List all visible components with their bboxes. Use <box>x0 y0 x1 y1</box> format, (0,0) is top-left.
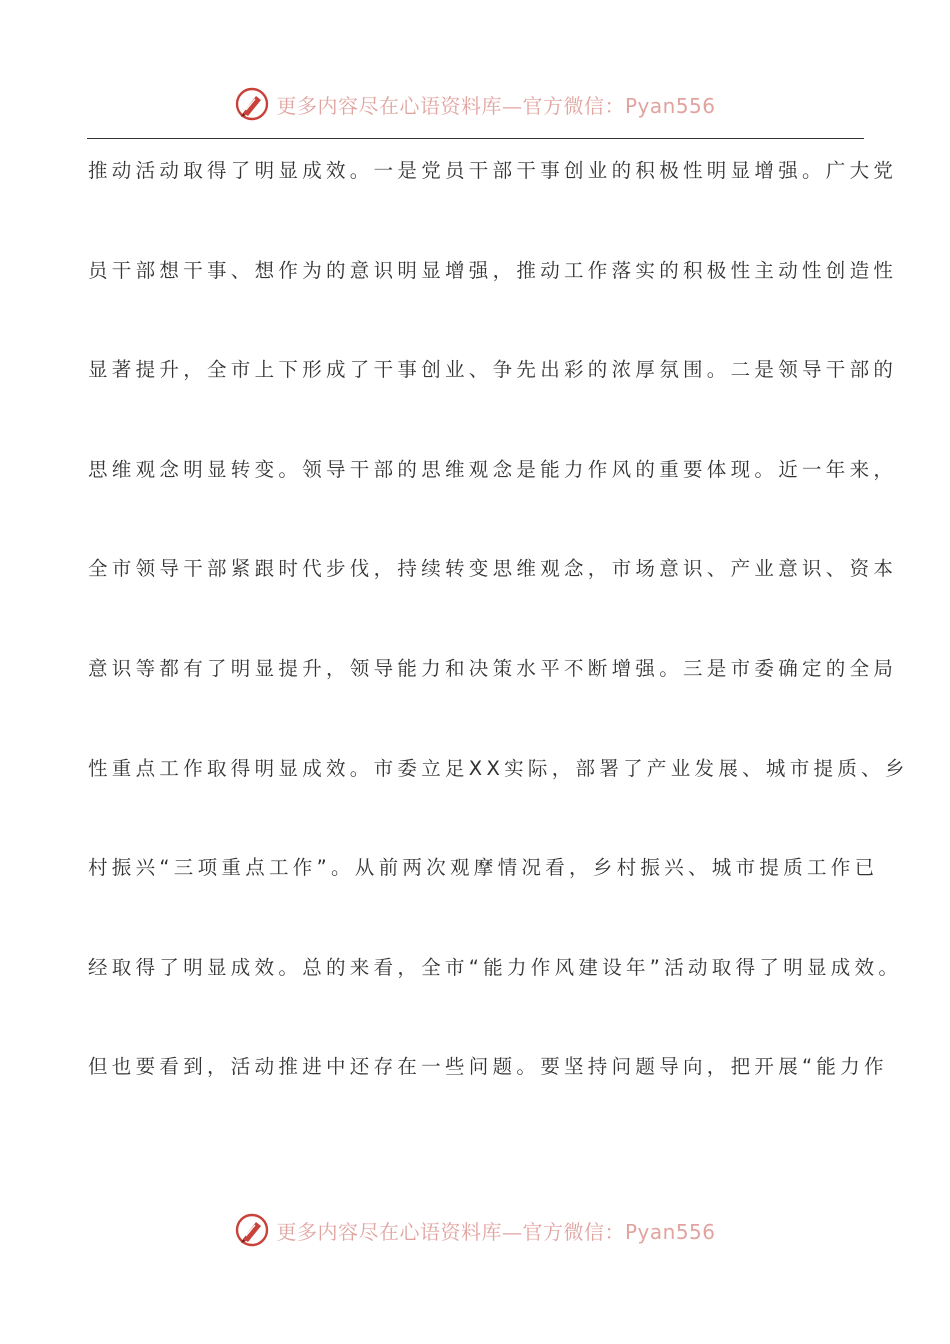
pen-nib-circle-icon <box>234 1212 270 1248</box>
footer-brand-text: 更多内容尽在心语资料库 <box>276 1219 502 1244</box>
header-brand-text: 更多内容尽在心语资料库 <box>276 93 502 118</box>
text-line: 意识等都有了明显提升，领导能力和决策水平不断增强。三是市委确定的全局 <box>88 656 898 680</box>
header-wechat-label: 官方微信： <box>522 93 625 118</box>
pen-nib-circle-icon <box>234 86 270 122</box>
header-banner <box>276 90 715 119</box>
text-line: 员干部想干事、想作为的意识明显增强，推动工作落实的积极性主动性创造性 <box>88 258 898 282</box>
footer-separator: — <box>501 1219 523 1244</box>
text-line: 性重点工作取得明显成效。市委立足XX实际，部署了产业发展、城市提质、乡 <box>88 756 909 780</box>
text-line: 思维观念明显转变。领导干部的思维观念是能力作风的重要体现。近一年来， <box>88 457 898 481</box>
text-line: 推动活动取得了明显成效。一是党员干部干事创业的积极性明显增强。广大党 <box>88 159 898 182</box>
page-header <box>0 84 950 124</box>
text-line: 经取得了明显成效。总的来看，全市“能力作风建设年”活动取得了明显成效。 <box>88 955 903 979</box>
text-line: 显著提升，全市上下形成了干事创业、争先出彩的浓厚氛围。二是领导干部的 <box>88 358 898 382</box>
header-divider <box>87 138 864 139</box>
text-line: 村振兴“三项重点工作”。从前两次观摩情况看，乡村振兴、城市提质工作已 <box>88 856 879 880</box>
header-wechat-id: Pyan556 <box>624 93 716 118</box>
text-line: 但也要看到，活动推进中还存在一些问题。要坚持问题导向，把开展“能力作 <box>88 1055 888 1079</box>
footer-wechat-id: Pyan556 <box>624 1219 716 1244</box>
header-separator: — <box>501 93 523 118</box>
page-footer <box>0 1208 950 1252</box>
footer-wechat-label: 官方微信： <box>522 1219 625 1244</box>
text-line: 全市领导干部紧跟时代步伐，持续转变思维观念，市场意识、产业意识、资本 <box>88 557 898 581</box>
footer-banner <box>276 1216 715 1245</box>
document-body <box>88 146 909 1142</box>
